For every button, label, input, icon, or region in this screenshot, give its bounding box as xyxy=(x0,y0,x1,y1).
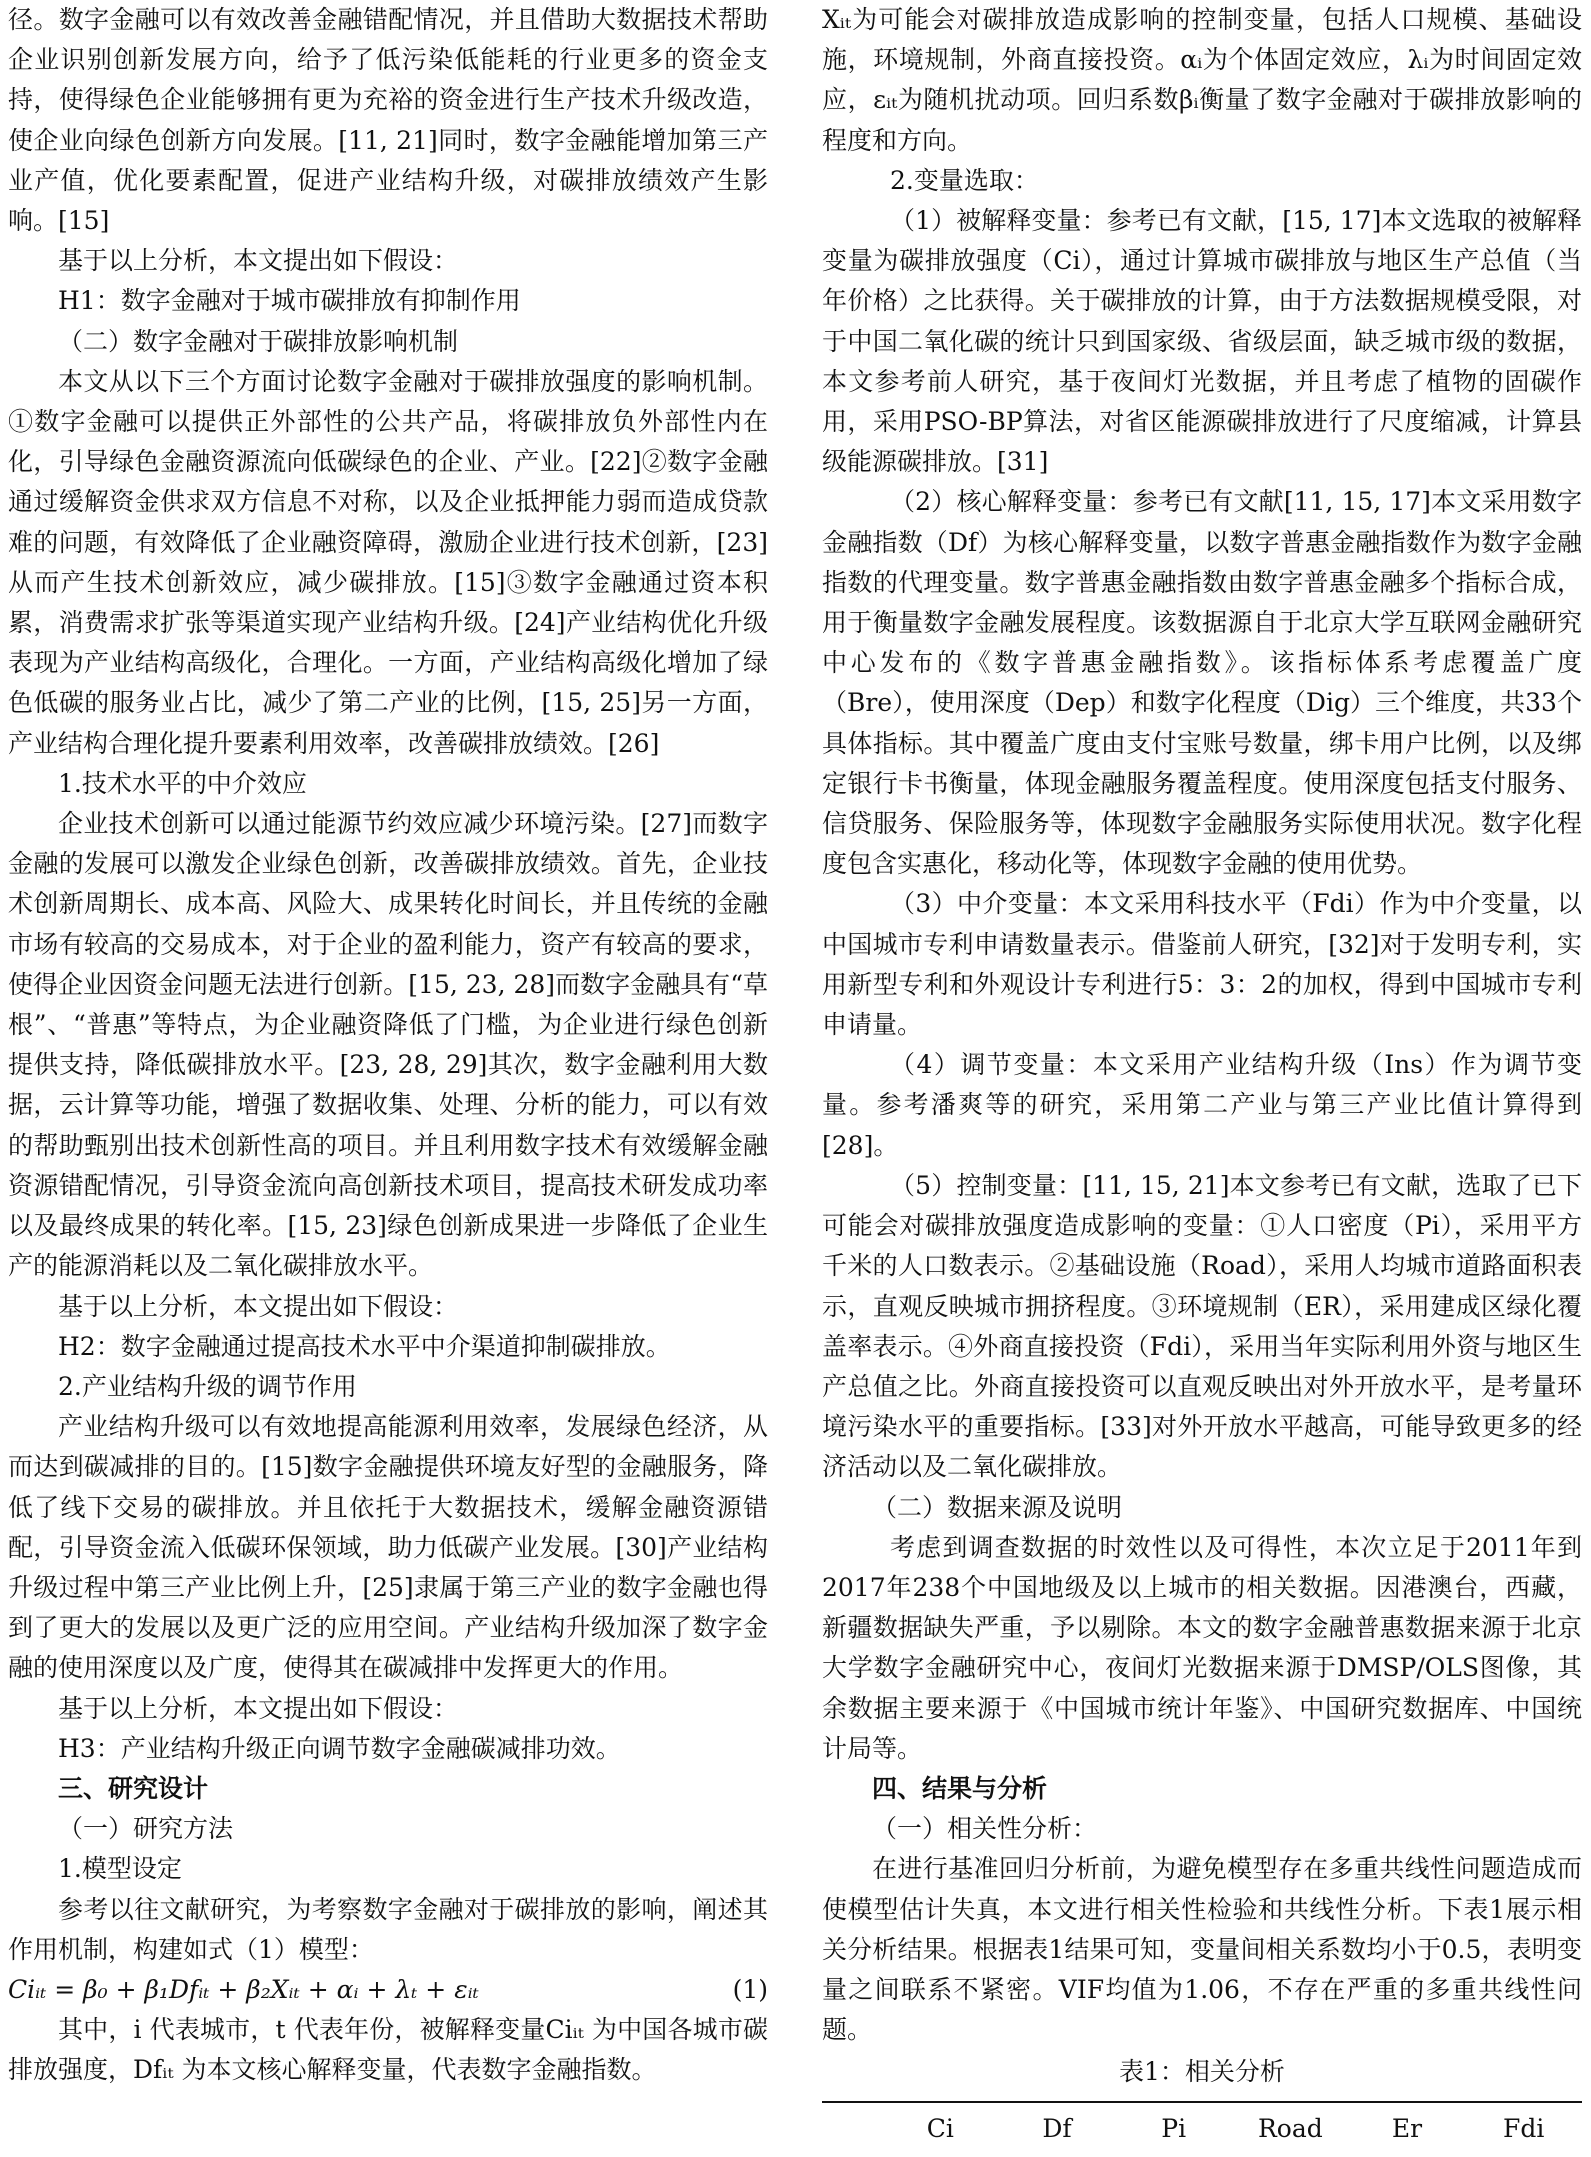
paragraph: 四、结果与分析 xyxy=(872,1773,1048,1803)
right-paragraphs xyxy=(822,0,1582,2050)
table-header-cell: Df xyxy=(1042,2113,1072,2143)
paragraph: 本文从以下三个方面讨论数字金融对于碳排放强度的影响机制。①数字金融可以提供正外部性的公共产品，将碳排放负外部性内在化，引导绿色金融资源流向低碳绿色的企业、产业。[22]②数字金融通过缓解资金供求双方信息不对称，以及企业抵押能力弱而造成贷款难的问题，有效降低了企业融资障碍，激励企业进行技术创新，[23]从而产生技术创新效应，减少碳排放。[15]③数字金融通过资本积累，消费需求扩张等渠道实现产业结构升级。[24]产业结构优化升级表现为产业结构高级化，合理化。一方面，产业结构高级化增加了绿色低碳的服务业占比，减少了第二产业的比例，[15, 25]另一方面，产业结构合理化提升要素利用效率，改善碳排放绩效。[26] xyxy=(8,366,768,758)
left-paragraphs xyxy=(8,0,768,1970)
table-header-row xyxy=(822,2103,1582,2149)
paragraph: Xᵢₜ为可能会对碳排放造成影响的控制变量，包括人口规模、基础设施，环境规制，外商直接投资。αᵢ为个体固定效应，λᵢ为时间固定效应，εᵢₜ为随机扰动项。回归系数βᵢ衡量了数字金融对于碳排放影响的程度和方向。 xyxy=(822,5,1582,155)
paragraph: 径。数字金融可以有效改善金融错配情况，并且借助大数据技术帮助企业识别创新发展方向，给予了低污染低能耗的行业更多的资金支持，使得绿色企业能够拥有更为充裕的资金进行生产技术升级改造，使企业向绿色创新方向发展。[11, 21]同时，数字金融能增加第三产业产值，优化要素配置，促进产业结构升级，对碳排放绩效产生影响。[15] xyxy=(8,5,768,236)
paragraph: 产业结构升级可以有效地提高能源利用效率，发展绿色经济，从而达到碳减排的目的。[15]数字金融提供环境友好型的金融服务，降低了线下交易的碳排放。并且依托于大数据技术，缓解金融资源错配，引导资金流入低碳环保领域，助力低碳产业发展。[30]产业结构升级过程中第三产业比例上升，[25]隶属于第三产业的数字金融也得到了更大的发展以及更广泛的应用空间。产业结构升级加深了数字金融的使用深度以及广度，使得其在碳减排中发挥更大的作用。 xyxy=(8,1412,768,1683)
left-after-paragraphs xyxy=(8,2010,768,2090)
paragraph: 基于以上分析，本文提出如下假设： xyxy=(58,246,459,276)
paragraph: 在进行基准回归分析前，为避免模型存在多重共线性问题造成而使模型估计失真，本文进行相关性检验和共线性分析。下表1展示相关分析结果。根据表1结果可知，变量间相关系数均小于0.5，表明变量之间联系不紧密。VIF均值为1.06，不存在严重的多重共线性问题。 xyxy=(822,1854,1582,2045)
right-column xyxy=(822,0,1582,2149)
table-header-cell: Er xyxy=(1391,2113,1423,2143)
left-column xyxy=(8,0,768,2091)
paragraph: H3：产业结构升级正向调节数字金融碳减排功效。 xyxy=(58,1733,621,1763)
paragraph: 参考以往文献研究，为考察数字金融对于碳排放的影响，阐述其作用机制，构建如式（1）模型： xyxy=(8,1894,768,1964)
equation-1 xyxy=(8,1970,768,2010)
paragraph: 1.模型设定 xyxy=(58,1854,182,1884)
paragraph: 基于以上分析，本文提出如下假设： xyxy=(58,1693,459,1723)
paragraph: （一）研究方法 xyxy=(58,1814,234,1844)
table-title: 表1：相关分析 xyxy=(1119,2057,1285,2087)
paragraph: （4）调节变量：本文采用产业结构升级（Ins）作为调节变量。参考潘爽等的研究，采用第二产业与第三产业比值计算得到[28]。 xyxy=(822,1050,1582,1160)
table-header-cell: Pi xyxy=(1161,2113,1187,2143)
paragraph: 考虑到调查数据的时效性以及可得性，本次立足于2011年到2017年238个中国地级及以上城市的相关数据。因港澳台，西藏，新疆数据缺失严重，予以剔除。本文的数字金融普惠数据来源于北京大学数字金融研究中心，夜间灯光数据来源于DMSP/OLS图像，其余数据主要来源于《中国城市统计年鉴》、中国研究数据库、中国统计局等。 xyxy=(822,1532,1582,1763)
table-header-cell: Ci xyxy=(926,2113,954,2143)
paragraph: 企业技术创新可以通过能源节约效应减少环境污染。[27]而数字金融的发展可以激发企业绿色创新，改善碳排放绩效。首先，企业技术创新周期长、成本高、风险大、成果转化时间长，并且传统的金融市场有较高的交易成本，对于企业的盈利能力，资产有较高的要求，使得企业因资金问题无法进行创新。[15, 23, 28]而数字金融具有“草根”、“普惠”等特点，为企业融资降低了门槛，为企业进行绿色创新提供支持，降低碳排放水平。[23, 28, 29]其次，数字金融利用大数据，云计算等功能，增强了数据收集、处理、分析的能力，可以有效的帮助甄别出技术创新性高的项目。并且利用数字技术有效缓解金融资源错配情况，引导资金流向高创新技术项目，提高技术研发成功率以及最终成果的转化率。[15, 23]绿色创新成果进一步降低了企业生产的能源消耗以及二氧化碳排放水平。 xyxy=(8,809,768,1281)
paragraph: （3）中介变量：本文采用科技水平（Fdi）作为中介变量，以中国城市专利申请数量表示。借鉴前人研究，[32]对于发明专利，实用新型专利和外观设计专利进行5：3：2的加权，得到中国城市专利申请量。 xyxy=(822,889,1582,1040)
paragraph: H2：数字金融通过提高技术水平中介渠道抑制碳排放。 xyxy=(58,1331,671,1361)
table-header-cell: Fdi xyxy=(1503,2113,1545,2143)
paragraph: （一）相关性分析： xyxy=(872,1814,1098,1844)
paragraph: 基于以上分析，本文提出如下假设： xyxy=(58,1291,459,1321)
table-header-cell: Road xyxy=(1257,2113,1323,2143)
paragraph: H1：数字金融对于城市碳排放有抑制作用 xyxy=(58,286,521,316)
paragraph: 其中，i 代表城市，t 代表年份，被解释变量Ciᵢₜ 为中国各城市碳排放强度，Dfᵢₜ 为本文核心解释变量，代表数字金融指数。 xyxy=(8,2015,768,2085)
paragraph: 三、研究设计 xyxy=(58,1773,209,1803)
paragraph: （二）数字金融对于碳排放影响机制 xyxy=(58,326,459,356)
paragraph: （二）数据来源及说明 xyxy=(872,1492,1123,1522)
paragraph: 2.变量选取： xyxy=(890,165,1039,195)
paragraph: （2）核心解释变量：参考已有文献[11, 15, 17]本文采用数字金融指数（Df）为核心解释变量，以数字普惠金融指数作为数字金融指数的代理变量。数字普惠金融指数由数字普惠金融多个指标合成，用于衡量数字金融发展程度。该数据源自于北京大学互联网金融研究中心发布的《数字普惠金融指数》。该指标体系考虑覆盖广度（Bre），使用深度（Dep）和数字化程度（Dig）三个维度，共33个具体指标。其中覆盖广度由支付宝账号数量，绑卡用户比例，以及绑定银行卡书衡量，体现金融服务覆盖程度。使用深度包括支付服务、信贷服务、保险服务等，体现数字金融服务实际使用状况。数字化程度包含实惠化，移动化等，体现数字金融的使用优势。 xyxy=(822,487,1582,879)
paragraph: 2.产业结构升级的调节作用 xyxy=(58,1371,357,1401)
equation-text: Ciᵢₜ = β₀ + β₁Dfᵢₜ + β₂Xᵢₜ + αᵢ + λₜ + εᵢₜ xyxy=(8,1974,479,2004)
equation-number: (1) xyxy=(732,1974,768,2004)
paragraph: （5）控制变量：[11, 15, 21]本文参考已有文献，选取了已下可能会对碳排放强度造成影响的变量：①人口密度（Pi），采用平方千米的人口数表示。②基础设施（Road），采用人均城市道路面积表示，直观反映城市拥挤程度。③环境规制（ER），采用建成区绿化覆盖率表示。④外商直接投资（Fdi），采用当年实际利用外资与地区生产总值之比。外商直接投资可以直观反映出对外开放水平，是考量环境污染水平的重要指标。[33]对外开放水平越高，可能导致更多的经济活动以及二氧化碳排放。 xyxy=(822,1170,1582,1482)
paragraph: （1）被解释变量：参考已有文献，[15, 17]本文选取的被解释变量为碳排放强度（Ci），通过计算城市碳排放与地区生产总值（当年价格）之比获得。关于碳排放的计算，由于方法数据规模受限，对于中国二氧化碳的统计只到国家级、省级层面，缺乏城市级的数据，本文参考前人研究，基于夜间灯光数据，并且考虑了植物的固碳作用，采用PSO-BP算法，对省区能源碳排放进行了尺度缩减，计算县级能源碳排放。[31] xyxy=(822,206,1582,477)
paragraph: 1.技术水平的中介效应 xyxy=(58,768,307,798)
